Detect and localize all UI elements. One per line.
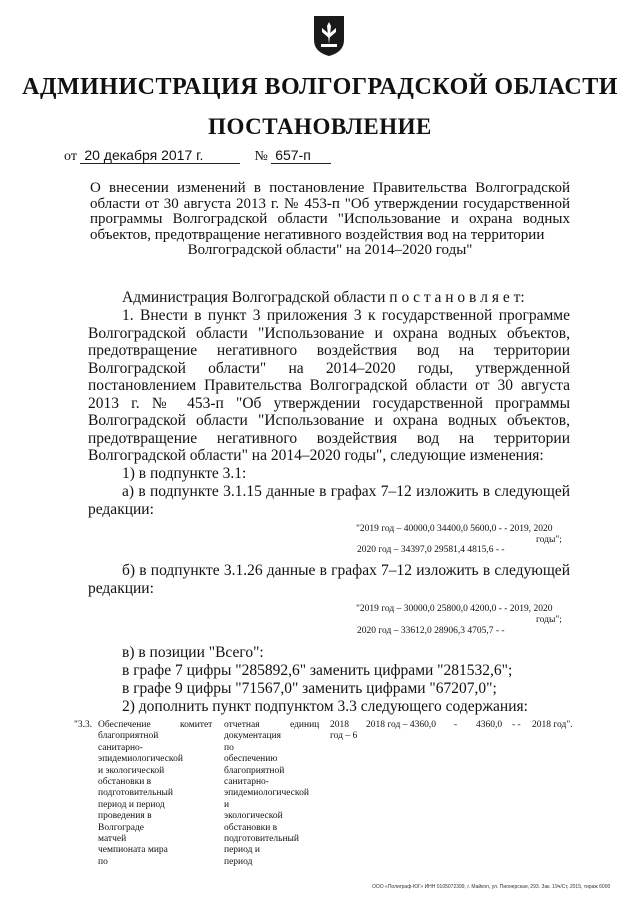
- printer-imprint: ООО «Полиграф-ЮГ» ИНН 0105072399, г. Майкоп, ул. Пионерская, 293. Зак. 19ч/Ст, 2015, тираж 6000: [372, 884, 611, 890]
- resolution-intro: Администрация Волгоградской области п о с т а н о в л я е т:: [122, 289, 525, 306]
- date-prefix: от: [64, 149, 77, 164]
- subject-text-end: Волгоградской области" на 2014–2020 годы": [187, 242, 473, 258]
- table-row-value: 2018 год – 6: [330, 720, 358, 742]
- document-number: 657-п: [271, 147, 331, 164]
- table-row-unit: единиц: [290, 720, 320, 730]
- data-block-a-row2: 2020 год – 34397,0 29581,4 4815,6 - -: [357, 545, 505, 555]
- subparagraph-1b: б) в подпункте 3.1.26 данные в графах 7–12 изложить в следующей редакции:: [88, 562, 570, 597]
- document-subject: [90, 181, 570, 259]
- subparagraph-1a: а) в подпункте 3.1.15 данные в графах 7–12 изложить в следующей редакции:: [88, 483, 570, 518]
- data-block-a-row1-end: годы";: [536, 535, 562, 545]
- table-row-name: Обеспечение благоприятной санитарно-эпидемиологической и экологической обстановки в подготовительный период и период проведения в Волгограде матчей чемпионата мира по: [98, 720, 183, 867]
- organization-title: АДМИНИСТРАЦИЯ ВОЛГОГРАДСКОЙ ОБЛАСТИ: [22, 74, 618, 100]
- subparagraph-1v: в) в позиции "Всего":: [122, 644, 264, 661]
- document-date: 20 декабря 2017 г.: [80, 147, 240, 164]
- table-row-dash: -: [454, 720, 458, 730]
- table-row-term: 2018 год".: [532, 720, 573, 730]
- table-row-number: "3.3.: [74, 720, 93, 730]
- table-row-finance: 2018 год – 4360,0: [366, 720, 436, 730]
- subject-text: О внесении изменений в постановление Правительства Волгоградской области от 30 августа 2013 г. № 453-п "Об утверждении государственной программы Волгоградской области "Использование и охрана водных объектов, предотвращение негативного воздействия вод на территории: [90, 180, 570, 243]
- paragraph-1: 1. Внести в пункт 3 приложения 3 к государственной программе Волгоградской области "Использование и охрана водных объектов, предотвращение негативного воздействия вод на территории Волгоградской области" на 2014–2020 годы, утвержденной постановлением Правительства Волгоградской области от 30 августа 2013 г. № 453-п "Об утверждении государственной программы Волгоградской области "Использование и охрана водных объектов, предотвращение негативного воздействия вод на территории Волгоградской области" на 2014–2020 годы", следующие изменения:: [88, 307, 570, 464]
- document-type: ПОСТАНОВЛЕНИЕ: [208, 114, 432, 139]
- volgograd-coat-of-arms-icon: [312, 14, 346, 58]
- data-block-a-row1: "2019 год – 40000,0 34400,0 5600,0 - - 2019, 2020: [356, 524, 553, 534]
- subparagraph-1v-line1: в графе 7 цифры "285892,6" заменить цифрами "281532,6";: [122, 662, 513, 679]
- table-row-dashes: - -: [512, 720, 521, 730]
- table-row-amount: 4360,0: [476, 720, 503, 730]
- data-block-b-row1-end: годы";: [536, 615, 562, 625]
- subparagraph-2: 2) дополнить пункт подпунктом 3.3 следующего содержания:: [122, 698, 528, 715]
- date-number-line: [64, 147, 331, 165]
- table-row-indicator: отчетная документация по обеспечению благоприятной санитарно-эпидемиологической и экологической обстановки в подготовительный период и период: [224, 720, 309, 867]
- subparagraph-1v-line2: в графе 9 цифры "71567,0" заменить цифрами "67207,0";: [122, 680, 497, 697]
- data-block-b-row2: 2020 год – 33612,0 28906,3 4705,7 - -: [357, 626, 505, 636]
- subparagraph-1: 1) в подпункте 3.1:: [122, 465, 247, 482]
- number-prefix: №: [254, 149, 268, 164]
- table-row-executor: комитет: [180, 720, 213, 730]
- data-block-b-row1: "2019 год – 30000,0 25800,0 4200,0 - - 2019, 2020: [356, 604, 553, 614]
